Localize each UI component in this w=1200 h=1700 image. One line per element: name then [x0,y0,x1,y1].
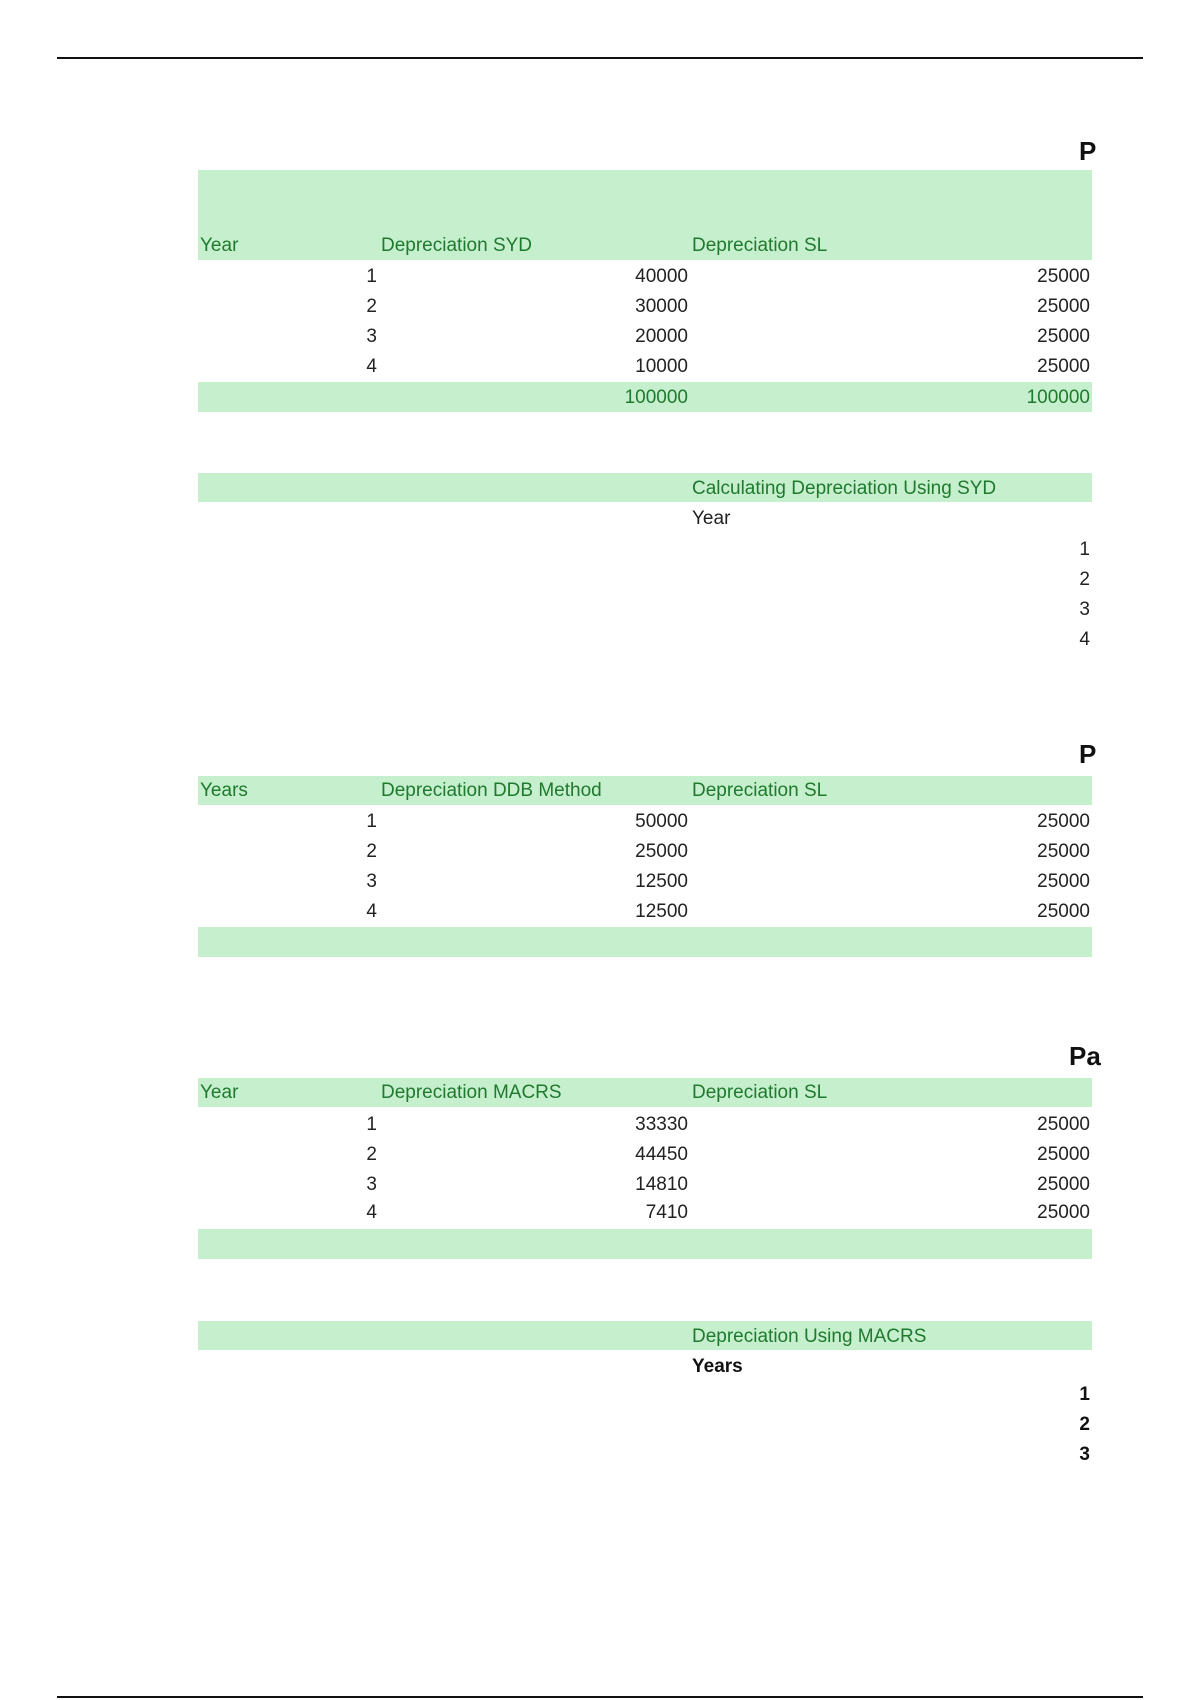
syd-calc-title: Calculating Depreciation Using SYD [692,478,997,499]
table3-header-band [198,1078,1092,1107]
syd-calc-year: 4 [1079,629,1090,650]
value-cell: 25000 [1037,296,1090,317]
part-heading-3: Pa [1069,1041,1101,1071]
table2-header-years: Years [200,780,248,801]
value-cell: 12500 [635,901,688,922]
value-cell: 20000 [635,326,688,347]
value-cell: 25000 [635,841,688,862]
table3-header-macrs: Depreciation MACRS [381,1082,562,1103]
value-cell: 40000 [635,266,688,287]
top-rule [57,57,1143,59]
value-cell: 33330 [635,1114,688,1135]
value-cell: 50000 [635,811,688,832]
year-cell: 4 [366,901,377,922]
year-cell: 2 [366,841,377,862]
table2-header-ddb: Depreciation DDB Method [381,780,602,801]
year-cell: 3 [366,1174,377,1195]
table1-total-sl: 100000 [1026,387,1090,408]
macrs-calc-year: 1 [1079,1384,1090,1405]
value-cell: 30000 [635,296,688,317]
year-cell: 2 [366,296,377,317]
value-cell: 25000 [1037,841,1090,862]
value-cell: 25000 [1037,871,1090,892]
table1-header-syd: Depreciation SYD [381,235,533,256]
value-cell: 25000 [1037,1202,1090,1223]
value-cell: 25000 [1037,1114,1090,1135]
syd-calc-year: 1 [1079,539,1090,560]
part-heading-1: P [1079,136,1097,166]
part-heading-2: P [1079,739,1097,769]
macrs-calc-title: Depreciation Using MACRS [692,1326,927,1347]
table2-header-sl: Depreciation SL [692,780,828,801]
value-cell: 7410 [645,1202,688,1223]
macrs-calc-label: Years [692,1356,743,1377]
year-cell: 3 [366,871,377,892]
syd-calc-year: 3 [1079,599,1090,620]
year-cell: 1 [366,266,377,287]
year-cell: 4 [366,356,377,377]
syd-calc-year: 2 [1079,569,1090,590]
value-cell: 25000 [1037,901,1090,922]
value-cell: 25000 [1037,1174,1090,1195]
year-cell: 3 [366,326,377,347]
macrs-calc-year: 3 [1079,1444,1090,1465]
year-cell: 1 [366,811,377,832]
table3-header-sl: Depreciation SL [692,1082,828,1103]
table3-header-year: Year [200,1082,239,1103]
table2-total-band [198,927,1092,957]
syd-calc-label: Year [692,508,731,529]
value-cell: 44450 [635,1144,688,1165]
value-cell: 12500 [635,871,688,892]
table1-header-band [198,170,1092,260]
table1-total-syd: 100000 [624,387,688,408]
value-cell: 25000 [1037,811,1090,832]
bottom-rule [57,1696,1143,1698]
value-cell: 25000 [1037,1144,1090,1165]
value-cell: 10000 [635,356,688,377]
table1-header-year: Year [200,235,239,256]
macrs-calc-year: 2 [1079,1414,1090,1435]
year-cell: 4 [366,1202,377,1223]
table3-total-band [198,1229,1092,1259]
table1-header-sl: Depreciation SL [692,235,828,256]
value-cell: 25000 [1037,266,1090,287]
year-cell: 2 [366,1144,377,1165]
value-cell: 25000 [1037,326,1090,347]
macrs-calc-band [198,1321,1092,1350]
year-cell: 1 [366,1114,377,1135]
table2-header-band [198,776,1092,805]
value-cell: 14810 [635,1174,688,1195]
value-cell: 25000 [1037,356,1090,377]
